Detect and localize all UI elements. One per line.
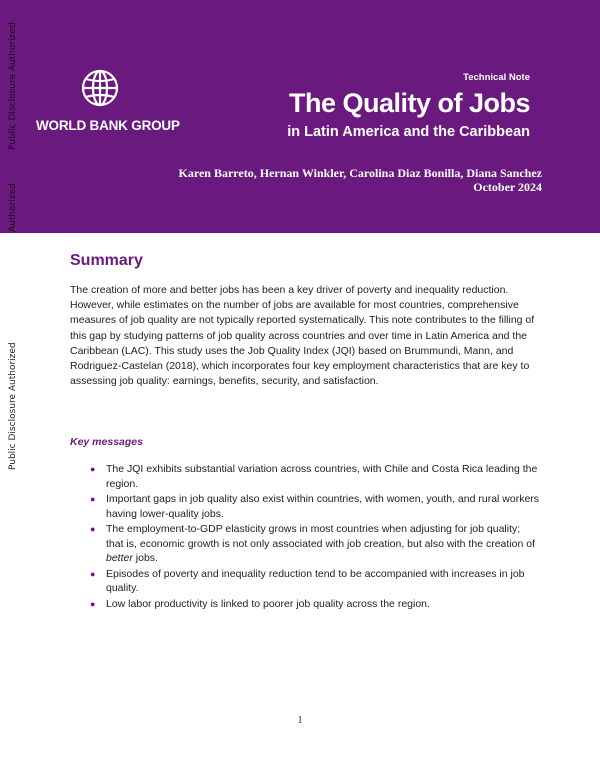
disclosure-label-top: Public Disclosure Authorized: [8, 22, 18, 150]
list-item: [88, 492, 540, 521]
key-message-text: [106, 523, 535, 564]
key-message-text-start: The employment-to-GDP elasticity grows in most countries when adjusting for job quality; that is, economic growth is not only associated with job creation, but also with the creation of: [106, 523, 535, 550]
summary-heading: Summary: [70, 252, 143, 269]
globe-icon: [80, 68, 120, 108]
disclosure-label-middle: Authorized: [8, 183, 18, 232]
summary-paragraph: The creation of more and better jobs has been a key driver of poverty and inequality reduction. However, while estimates on the number of jobs are available for most countries, comprehensive measures of job quality are not typically reported systematically. This note contributes to the filling of this gap by studying patterns of job quality across countries and over time in Latin America and the Caribbean (LAC). This study uses the Job Quality Index (JQI) based on Brummundi, Mann, and Rodriguez-Castelan (2018), which incorporates four key employment characteristics that are key to assessing job quality: earnings, benefits, security, and satisfaction.: [70, 284, 535, 388]
list-item: [88, 522, 540, 566]
disclosure-label-bottom: Public Disclosure Authorized: [8, 342, 18, 470]
bullet-icon: ●: [90, 524, 96, 534]
bullet-icon: ●: [90, 464, 96, 474]
bullet-icon: ●: [90, 494, 96, 504]
key-messages-list: [88, 462, 540, 612]
author-block: [179, 166, 542, 194]
key-message-text: Episodes of poverty and inequality reduction tend to be accompanied with increases in job quality.: [106, 567, 525, 594]
key-message-text: The JQI exhibits substantial variation across countries, with Chile and Costa Rica leading the region.: [106, 463, 538, 490]
page-subtitle: in Latin America and the Caribbean: [287, 124, 530, 140]
publication-date: October 2024: [473, 180, 542, 194]
author-list: Karen Barreto, Hernan Winkler, Carolina Diaz Bonilla, Diana Sanchez: [178, 166, 542, 180]
key-message-text: Low labor productivity is linked to poorer job quality across the region.: [106, 597, 430, 610]
logo-wordmark: WORLD BANK GROUP: [36, 118, 180, 133]
bullet-icon: ●: [90, 598, 96, 609]
key-message-emphasis: better: [106, 552, 133, 564]
list-item: [88, 462, 540, 491]
list-item: [88, 567, 540, 596]
page-title: The Quality of Jobs: [288, 88, 530, 118]
key-message-text-end: jobs.: [132, 552, 158, 564]
page-number: 1: [297, 715, 303, 726]
bullet-icon: ●: [90, 568, 96, 579]
document-type-label: Technical Note: [463, 72, 530, 83]
key-message-text: Important gaps in job quality also exist within countries, with women, youth, and rural workers having lower-quality jobs.: [106, 493, 540, 520]
list-item: [88, 597, 540, 612]
world-bank-logo: [36, 68, 180, 138]
key-messages-heading: Key messages: [70, 436, 143, 448]
header-banner: [0, 0, 600, 233]
